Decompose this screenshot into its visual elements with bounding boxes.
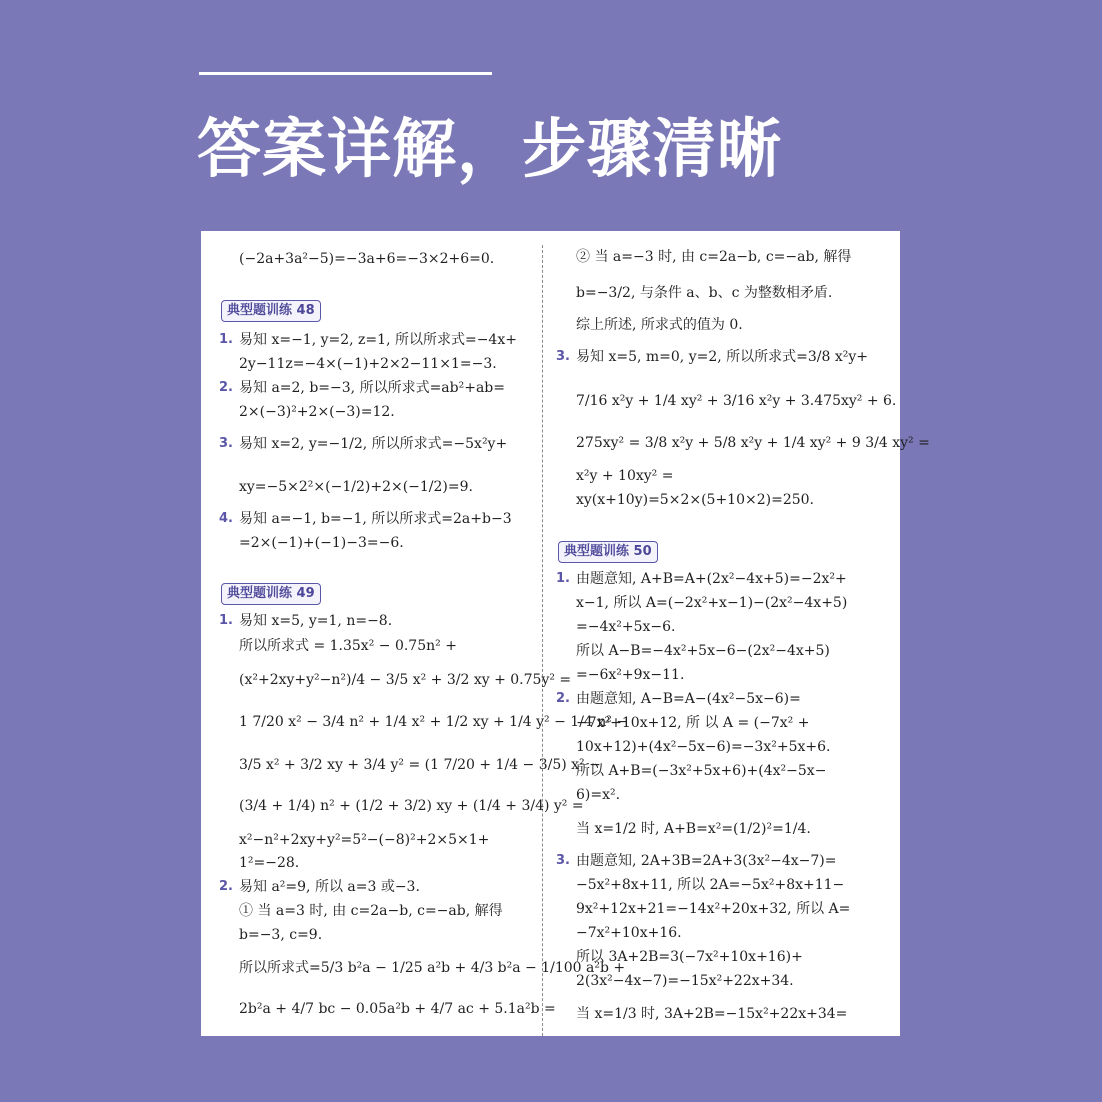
list-item-line: 1 7/20 x² − 3/4 n² + 1/4 x² + 1/2 xy + 1/4 y² − 1/4 n² −	[239, 714, 629, 730]
list-item-line: xy(x+10y)=5×2×(5+10×2)=250.	[576, 492, 814, 508]
item-number: 2.	[219, 879, 233, 894]
page-headline: 答案详解，步骤清晰	[197, 113, 782, 187]
list-item-line: 4. 易知 a=−1, b=−1, 所以所求式=2a+b−3	[219, 507, 531, 531]
list-item-line: 当 x=1/3 时, 3A+2B=−15x²+22x+34=	[576, 1006, 848, 1022]
section-badge-50: 典型题训练 50	[558, 541, 658, 563]
list-item-line: 所以 A+B=(−3x²+5x+6)+(4x²−5x−	[576, 763, 827, 779]
list-item-line: 2×(−3)²+2×(−3)=12.	[239, 404, 395, 420]
list-item-line: 所以 A−B=−4x²+5x−6−(2x²−4x+5)	[576, 643, 830, 659]
top-rule	[199, 72, 492, 75]
list-item-line: 275xy² = 3/8 x²y + 5/8 x²y + 1/4 xy² + 9 3/4 xy² =	[576, 435, 930, 451]
text-line: ② 当 a=−3 时, 由 c=2a−b, c=−ab, 解得	[576, 249, 852, 265]
item-number: 1.	[556, 571, 570, 586]
list-item-line: =−4x²+5x−6.	[576, 619, 676, 635]
list-item-line: x²y + 10xy² =	[576, 468, 674, 484]
list-item-line: 2b²a + 4/7 bc − 0.05a²b + 4/7 ac + 5.1a²b =	[239, 1001, 556, 1017]
section-badge-49: 典型题训练 49	[221, 583, 321, 605]
list-item-line: (x²+2xy+y²−n²)/4 − 3/5 x² + 3/2 xy + 0.75y² =	[239, 672, 572, 688]
list-item-line: 2. 易知 a²=9, 所以 a=3 或−3.	[219, 875, 531, 899]
list-item-line: 所以所求式 = 1.35x² − 0.75n² +	[239, 638, 457, 654]
list-item-line: 2y−11z=−4×(−1)+2×2−11×1=−3.	[239, 356, 497, 372]
list-item-line: −7x²+10x+12, 所 以 A = (−7x² +	[576, 715, 810, 731]
list-item-line: x²−n²+2xy+y²=5²−(−8)²+2×5×1+	[239, 832, 490, 848]
list-item-line: xy=−5×2²×(−1/2)+2×(−1/2)=9.	[239, 479, 473, 495]
item-number: 3.	[556, 349, 570, 364]
list-item-line: 3. 由题意知, 2A+3B=2A+3(3x²−4x−7)=	[556, 849, 868, 873]
list-item-line: 2. 由题意知, A−B=A−(4x²−5x−6)=	[556, 687, 868, 711]
item-number: 4.	[219, 511, 233, 526]
list-item-line: 3. 易知 x=5, m=0, y=2, 所以所求式=3/8 x²y+	[556, 345, 868, 369]
list-item-line: (3/4 + 1/4) n² + (1/2 + 3/2) xy + (1/4 + 3/4) y² =	[239, 798, 584, 814]
list-item-line: b=−3, c=9.	[239, 927, 323, 943]
list-item-line: 2. 易知 a=2, b=−3, 所以所求式=ab²+ab=	[219, 376, 531, 400]
item-number: 1.	[219, 613, 233, 628]
list-item-line: 当 x=1/2 时, A+B=x²=(1/2)²=1/4.	[576, 821, 811, 837]
list-item-line: 3. 易知 x=2, y=−1/2, 所以所求式=−5x²y+	[219, 432, 531, 456]
text-line: (−2a+3a²−5)=−3a+6=−3×2+6=0.	[239, 251, 495, 267]
list-item-line: 2(3x²−4x−7)=−15x²+22x+34.	[576, 973, 794, 989]
list-item-line: 1. 易知 x=5, y=1, n=−8.	[219, 609, 531, 633]
answer-page-sheet	[201, 231, 930, 1036]
list-item-line: 10x+12)+(4x²−5x−6)=−3x²+5x+6.	[576, 739, 831, 755]
list-item-line: 所以所求式=5/3 b²a − 1/25 a²b + 4/3 b²a − 1/100 a²b +	[239, 960, 626, 976]
list-item-line: 1²=−28.	[239, 855, 300, 871]
item-number: 1.	[219, 332, 233, 347]
list-item-line: −7x²+10x+16.	[576, 925, 682, 941]
right-column	[556, 231, 930, 1036]
column-divider	[542, 245, 543, 1036]
list-item-line: 6)=x².	[576, 787, 621, 803]
item-number: 2.	[556, 691, 570, 706]
list-item-line: 3/5 x² + 3/2 xy + 3/4 y² = (1 7/20 + 1/4 − 3/5) x² −	[239, 757, 601, 773]
text-line: b=−3/2, 与条件 a、b、c 为整数相矛盾.	[576, 285, 833, 301]
list-item-line: x−1, 所以 A=(−2x²+x−1)−(2x²−4x+5)	[576, 595, 848, 611]
list-item-line: =−6x²+9x−11.	[576, 667, 685, 683]
section-badge-48: 典型题训练 48	[221, 300, 321, 322]
list-item-line: 所以 3A+2B=3(−7x²+10x+16)+	[576, 949, 803, 965]
item-number: 2.	[219, 380, 233, 395]
list-item-line: =2×(−1)+(−1)−3=−6.	[239, 535, 404, 551]
list-item-line: 7/16 x²y + 1/4 xy² + 3/16 x²y + 3.475xy² + 6.	[576, 393, 897, 409]
text-line: 综上所述, 所求式的值为 0.	[576, 317, 743, 333]
list-item-line: 1. 易知 x=−1, y=2, z=1, 所以所求式=−4x+	[219, 328, 531, 352]
list-item-line: ① 当 a=3 时, 由 c=2a−b, c=−ab, 解得	[239, 903, 503, 919]
item-number: 3.	[219, 436, 233, 451]
list-item-line: 9x²+12x+21=−14x²+20x+32, 所以 A=	[576, 901, 851, 917]
item-number: 3.	[556, 853, 570, 868]
list-item-line: −5x²+8x+11, 所以 2A=−5x²+8x+11−	[576, 877, 845, 893]
list-item-line: 1. 由题意知, A+B=A+(2x²−4x+5)=−2x²+	[556, 567, 868, 591]
